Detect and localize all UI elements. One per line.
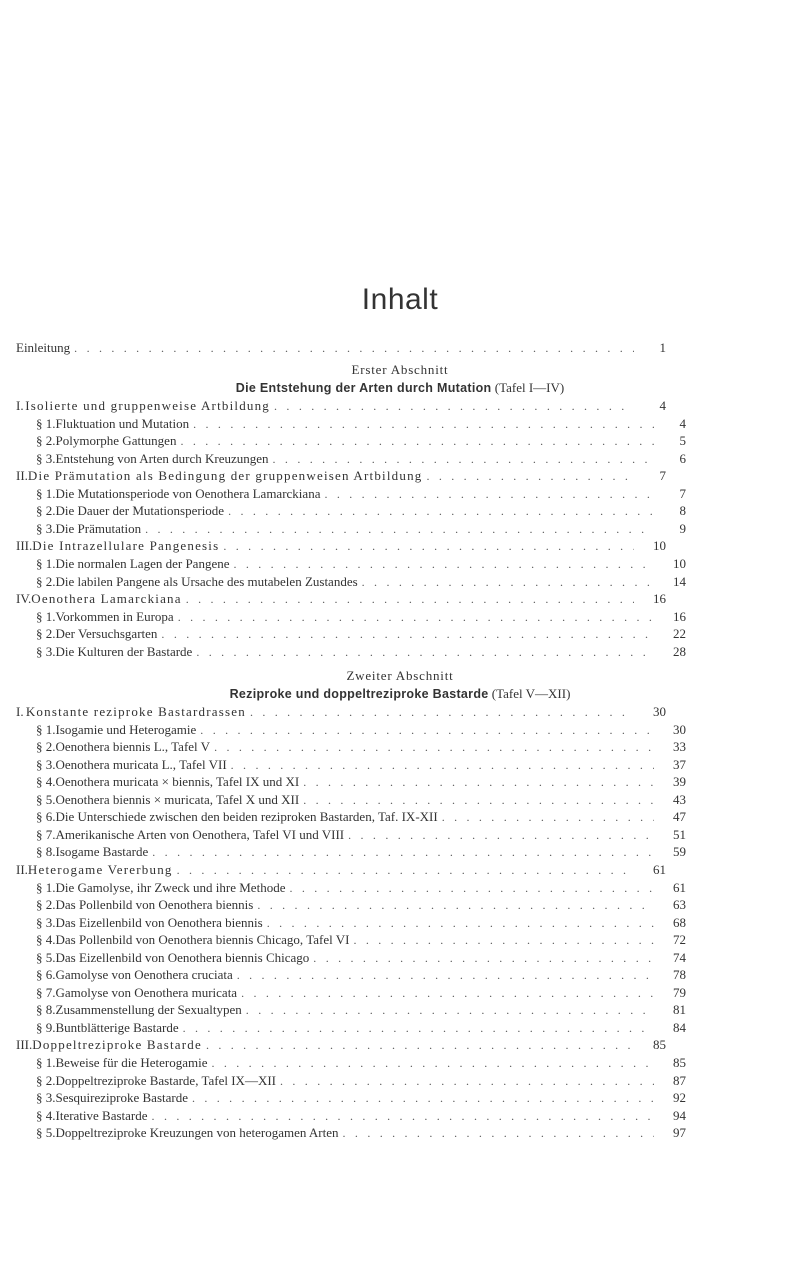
toc-entry <box>0 843 800 861</box>
toc-entry-number: § 1. <box>36 721 56 737</box>
toc-entry-label: Das Pollenbild von Oenothera biennis Chicago, Tafel VI <box>55 932 350 948</box>
toc-entry <box>0 1001 800 1019</box>
toc-entry-page: 16 <box>673 608 686 624</box>
toc-entry-label: Isogamie und Heterogamie <box>55 721 197 737</box>
toc-entry-label: Oenothera biennis × muricata, Tafel X und XII <box>55 791 300 807</box>
toc-entry-number: § 3. <box>36 756 56 772</box>
toc-entry <box>0 608 800 626</box>
toc-entry-label: Entstehung von Arten durch Kreuzungen <box>55 450 269 466</box>
part2-section-label: Zweiter Abschnitt <box>346 668 454 683</box>
leader-dots <box>324 485 654 503</box>
part2-heading-title: Reziproke und doppeltreziproke Bastarde <box>229 687 489 701</box>
toc-entry-page: 84 <box>673 1019 686 1035</box>
toc-entry-label: Buntblätterige Bastarde <box>55 1019 179 1035</box>
toc-entry-number: I. <box>16 704 24 719</box>
toc-entry <box>0 1072 800 1090</box>
toc-entry-number: § 3. <box>36 450 56 466</box>
leader-dots <box>161 625 654 643</box>
leader-dots <box>206 1036 634 1054</box>
toc-entry-number: § 2. <box>36 433 56 449</box>
toc-entry-label: Oenothera biennis L., Tafel V <box>55 739 211 755</box>
toc-entry-number: § 3. <box>36 643 56 659</box>
leader-dots <box>273 450 654 468</box>
part2-heading-tafel: (Tafel V—XII) <box>491 686 571 701</box>
toc-entry <box>0 703 800 721</box>
toc-entry-page: 8 <box>679 503 686 519</box>
toc-entry-page: 61 <box>653 861 666 877</box>
toc-entry-page: 7 <box>659 468 666 484</box>
toc-entry <box>0 808 800 826</box>
leader-dots <box>145 520 654 538</box>
toc-entry <box>0 931 800 949</box>
toc-entry-number: § 6. <box>36 967 56 983</box>
toc-entry <box>0 966 800 984</box>
toc-entry <box>0 520 800 538</box>
toc-entry-page: 33 <box>673 739 686 755</box>
toc-entry <box>0 555 800 573</box>
toc-entry-number: § 2. <box>36 573 56 589</box>
leader-dots <box>274 397 634 415</box>
toc-entry <box>0 432 800 450</box>
toc-entry-label: Zusammenstellung der Sexualtypen <box>55 1002 242 1018</box>
leader-dots <box>152 843 654 861</box>
part1-heading-tafel: (Tafel I—IV) <box>494 380 565 395</box>
toc-entry-page: 51 <box>673 826 686 842</box>
leader-dots <box>193 415 654 433</box>
toc-entry-label: Fluktuation und Mutation <box>55 415 190 431</box>
toc-entry <box>0 896 800 914</box>
toc-entry-page: 6 <box>679 450 686 466</box>
leader-dots <box>348 826 654 844</box>
toc-entry-page: 22 <box>673 626 686 642</box>
toc-entry-label: Isogame Bastarde <box>55 844 149 860</box>
leader-dots <box>353 931 654 949</box>
leader-dots <box>246 1001 654 1019</box>
toc-entry-label: Der Versuchsgarten <box>55 626 158 642</box>
toc-entry-page: 16 <box>653 591 666 607</box>
toc-entry-page: 30 <box>673 721 686 737</box>
toc-entry <box>0 1107 800 1125</box>
toc-entry-page: 1 <box>659 340 666 355</box>
toc-entry-page: 59 <box>673 844 686 860</box>
leader-dots <box>303 773 654 791</box>
leader-dots <box>196 643 654 661</box>
toc-entry-page: 37 <box>673 756 686 772</box>
toc-entry-page: 85 <box>673 1055 686 1070</box>
leader-dots <box>214 738 654 756</box>
toc-entry-page: 4 <box>659 398 666 413</box>
toc-entry-number: IV. <box>16 591 32 607</box>
toc-entry <box>0 861 800 879</box>
toc-entry <box>0 1019 800 1037</box>
toc-entry-page: 63 <box>673 897 686 913</box>
leader-dots <box>200 721 654 739</box>
toc-entry-page: 78 <box>673 967 686 983</box>
toc-entry-label: Iterative Bastarde <box>55 1107 148 1123</box>
part1-section-label: Erster Abschnitt <box>351 362 449 377</box>
toc-entry-number: § 2. <box>36 1072 56 1088</box>
toc-entry <box>0 415 800 433</box>
toc-entry <box>0 590 800 608</box>
leader-dots <box>186 590 634 608</box>
toc-entry-label: Oenothera Lamarckiana <box>31 591 182 607</box>
toc-entry-page: 61 <box>673 879 686 895</box>
toc-entry-label: Oenothera muricata L., Tafel VII <box>55 756 227 772</box>
toc-entry-label: Vorkommen in Europa <box>55 608 174 624</box>
toc-entry-number: § 4. <box>36 774 56 790</box>
toc-entry-label: Amerikanische Arten von Oenothera, Tafel VI und VIII <box>55 826 345 842</box>
toc-entry <box>0 826 800 844</box>
toc-entry-number: § 7. <box>36 984 56 1000</box>
toc-entry-label: Gamolyse von Oenothera muricata <box>55 984 238 1000</box>
leader-dots <box>177 861 634 879</box>
toc-entry-number: § 3. <box>36 520 56 536</box>
toc-entry-label: Sesquireziproke Bastarde <box>55 1090 188 1106</box>
toc-entry-number: § 2. <box>36 897 56 913</box>
toc-entry <box>0 984 800 1002</box>
leader-dots <box>152 1107 654 1125</box>
toc-entry-label: Beweise für die Heterogamie <box>55 1055 208 1070</box>
leader-dots <box>237 966 654 984</box>
toc-entry-label: Die Prämutation <box>55 520 142 536</box>
toc-entry-page: 92 <box>673 1090 686 1106</box>
toc-entry-label: Doppeltreziproke Bastarde, Tafel IX—XII <box>55 1072 276 1088</box>
toc-entry <box>0 1054 800 1072</box>
leader-dots <box>426 467 634 485</box>
toc-entry-label: Einleitung <box>16 340 71 355</box>
toc-entry-intro <box>0 339 800 357</box>
toc-entry <box>0 1036 800 1054</box>
toc-entry-number: § 2. <box>36 739 56 755</box>
toc-entry-page: 10 <box>653 538 666 554</box>
toc-entry-number: § 1. <box>36 879 56 895</box>
leader-dots <box>241 984 654 1002</box>
toc-entry-label: Isolierte und gruppenweise Artbildung <box>25 398 271 413</box>
leader-dots <box>280 1072 654 1090</box>
toc-entry <box>0 914 800 932</box>
toc-entry-page: 81 <box>673 1002 686 1018</box>
toc-entry-page: 7 <box>679 485 686 501</box>
toc-entry-label: Konstante reziproke Bastardrassen <box>25 704 246 719</box>
toc-entry-label: Die Gamolyse, ihr Zweck und ihre Methode <box>55 879 286 895</box>
toc-entry-number: § 2. <box>36 626 56 642</box>
toc-entry-label: Polymorphe Gattungen <box>55 433 177 449</box>
toc-entry-number: § 5. <box>36 1125 56 1141</box>
leader-dots <box>257 896 654 914</box>
part1-heading <box>0 380 800 396</box>
leader-dots <box>233 555 654 573</box>
toc-entry-page: 74 <box>673 949 686 965</box>
toc-entry-label: Die normalen Lagen der Pangene <box>55 555 230 571</box>
toc-entry <box>0 1089 800 1107</box>
toc-entry-number: § 5. <box>36 949 56 965</box>
toc-entry <box>0 573 800 591</box>
toc-entry-page: 87 <box>673 1072 686 1088</box>
toc-entry <box>0 791 800 809</box>
toc-entry-number: III. <box>16 538 33 554</box>
toc-entry-label: Die Intrazellulare Pangenesis <box>32 538 220 554</box>
leader-dots <box>303 791 654 809</box>
toc-entry-page: 14 <box>673 573 686 589</box>
toc-entry-page: 39 <box>673 774 686 790</box>
toc-entry-page: 79 <box>673 984 686 1000</box>
toc-entry-number: § 1. <box>36 1055 56 1070</box>
toc-entry-number: § 4. <box>36 1107 56 1123</box>
toc-entry-page: 4 <box>679 415 686 431</box>
leader-dots <box>192 1089 654 1107</box>
leader-dots <box>313 949 654 967</box>
leader-dots <box>442 808 654 826</box>
toc-entry-number: III. <box>16 1037 33 1053</box>
toc-entry <box>0 756 800 774</box>
leader-dots <box>362 573 654 591</box>
leader-dots <box>228 502 654 520</box>
toc-entry-number: § 9. <box>36 1019 56 1035</box>
toc-entry-label: Doppeltreziproke Kreuzungen von heterogamen Arten <box>55 1125 339 1141</box>
toc-entry-page: 10 <box>673 555 686 571</box>
toc-entry-number: § 7. <box>36 826 56 842</box>
part2-heading <box>0 686 800 702</box>
leader-dots <box>267 914 654 932</box>
toc-entry <box>0 949 800 967</box>
toc-entry-number: § 4. <box>36 932 56 948</box>
toc-entry <box>0 450 800 468</box>
toc-entry <box>0 773 800 791</box>
toc-entry-label: Oenothera muricata × biennis, Tafel IX und XI <box>55 774 300 790</box>
toc-entry-number: § 3. <box>36 914 56 930</box>
toc-entry-page: 30 <box>653 704 666 719</box>
toc-entry <box>0 625 800 643</box>
toc-entry <box>0 643 800 661</box>
toc-entry-number: § 1. <box>36 485 56 501</box>
toc-entry-number: II. <box>16 861 28 877</box>
leader-dots <box>343 1124 654 1142</box>
leader-dots <box>180 432 654 450</box>
toc-entry-page: 68 <box>673 914 686 930</box>
toc-entry-label: Das Eizellenbild von Oenothera biennis Chicago <box>55 949 310 965</box>
page-title: Inhalt <box>361 283 439 316</box>
toc-entry-label: Heterogame Vererbung <box>27 861 173 877</box>
toc-entry <box>0 738 800 756</box>
toc-entry-label: Die Mutationsperiode von Oenothera Lamarckiana <box>55 485 321 501</box>
leader-dots <box>289 879 654 897</box>
toc-entry-number: II. <box>16 468 28 484</box>
part1-heading-title: Die Entstehung der Arten durch Mutation <box>235 381 492 395</box>
toc-entry-number: § 6. <box>36 809 56 825</box>
toc-entry-number: § 1. <box>36 415 56 431</box>
toc-entry <box>0 721 800 739</box>
toc-entry <box>0 879 800 897</box>
toc-entry-page: 5 <box>679 433 686 449</box>
toc-entry-label: Die Unterschiede zwischen den beiden reziproken Bastarden, Taf. IX-XII <box>55 809 438 825</box>
leader-dots <box>183 1019 654 1037</box>
toc-entry <box>0 537 800 555</box>
toc-entry-number: § 3. <box>36 1090 56 1106</box>
toc-entry <box>0 485 800 503</box>
toc-entry <box>0 1124 800 1142</box>
leader-dots <box>250 703 634 721</box>
toc-entry-label: Das Eizellenbild von Oenothera biennis <box>55 914 263 930</box>
toc-entry-page: 85 <box>653 1037 666 1053</box>
toc-entry-label: Gamolyse von Oenothera cruciata <box>55 967 233 983</box>
toc-entry-page: 94 <box>673 1107 686 1123</box>
leader-dots <box>223 537 634 555</box>
toc-entry-label: Die Kulturen der Bastarde <box>55 643 193 659</box>
toc-entry-label: Die Dauer der Mutationsperiode <box>55 503 225 519</box>
toc-entry-label: Die Prämutation als Bedingung der gruppenweisen Artbildung <box>27 468 423 484</box>
toc-entry-page: 28 <box>673 643 686 659</box>
leader-dots <box>211 1054 654 1072</box>
leader-dots <box>74 339 634 357</box>
toc-entry-page: 43 <box>673 791 686 807</box>
toc-entry-number: § 2. <box>36 503 56 519</box>
toc-entry-number: § 1. <box>36 608 56 624</box>
toc-entry <box>0 502 800 520</box>
toc-entry-number: § 5. <box>36 791 56 807</box>
toc-entry-label: Das Pollenbild von Oenothera biennis <box>55 897 254 913</box>
toc-entry-label: Die labilen Pangene als Ursache des mutabelen Zustandes <box>55 573 358 589</box>
toc-entry-number: § 1. <box>36 555 56 571</box>
leader-dots <box>178 608 654 626</box>
toc-entry-page: 97 <box>673 1125 686 1141</box>
toc-entry-label: Doppeltreziproke Bastarde <box>32 1037 202 1053</box>
toc-entry <box>0 467 800 485</box>
toc-entry-page: 47 <box>673 809 686 825</box>
toc-entry <box>0 397 800 415</box>
leader-dots <box>231 756 654 774</box>
toc-entry-number: I. <box>16 398 24 413</box>
toc-entry-number: § 8. <box>36 1002 56 1018</box>
toc-entry-number: § 8. <box>36 844 56 860</box>
toc-entry-page: 9 <box>679 520 686 536</box>
toc-entry-page: 72 <box>673 932 686 948</box>
